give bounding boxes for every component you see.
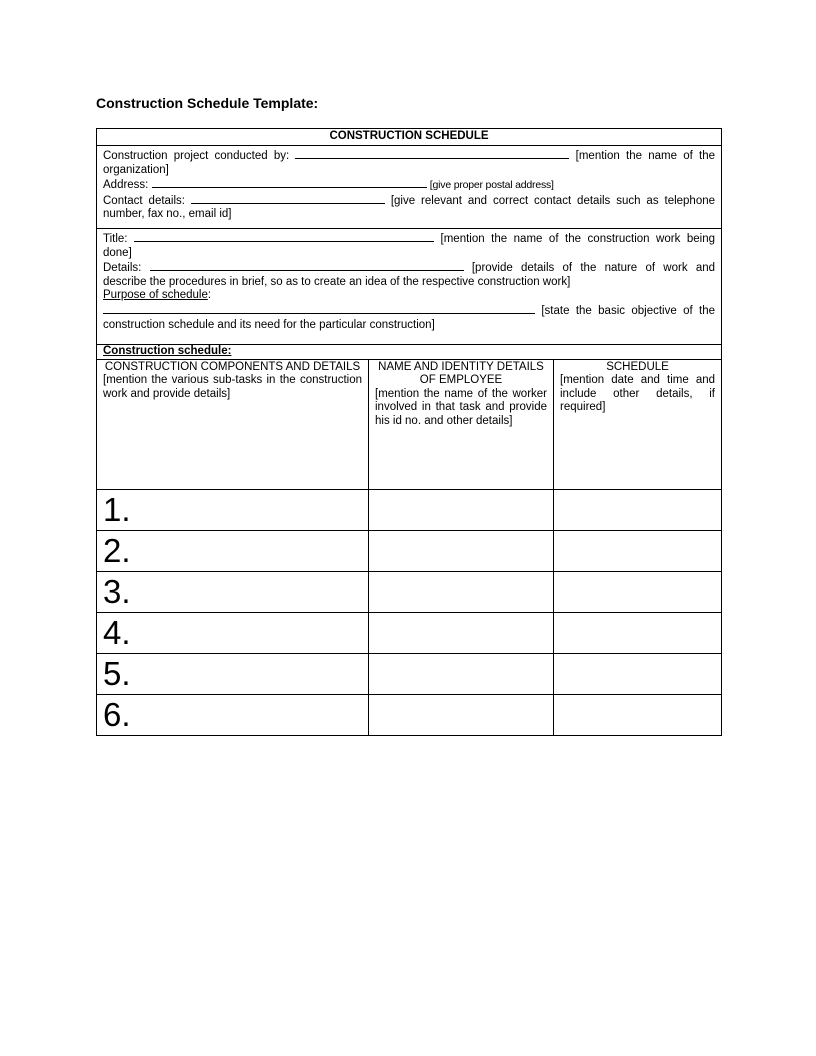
employee-cell[interactable] xyxy=(369,653,554,694)
purpose-detail-line xyxy=(103,303,715,332)
column-header-row xyxy=(97,359,722,489)
address-line xyxy=(103,177,715,193)
details-line xyxy=(103,260,715,289)
purpose-hint: [state the basic objective of the construction schedule and its need for the particular construction] xyxy=(103,304,716,331)
schedule-cell[interactable] xyxy=(554,653,722,694)
work-section xyxy=(97,229,722,345)
schedule-label: Construction schedule: xyxy=(97,345,722,360)
table-row xyxy=(97,571,722,612)
employee-cell[interactable] xyxy=(369,530,554,571)
details-hint: [provide details of the nature of work and describe the procedures in brief, so as to create an idea of the respective construction work] xyxy=(103,262,715,288)
details-blank[interactable] xyxy=(150,260,464,271)
employee-cell[interactable] xyxy=(369,489,554,530)
table-row xyxy=(97,694,722,735)
schedule-cell[interactable] xyxy=(554,571,722,612)
employee-cell[interactable] xyxy=(369,694,554,735)
construction-schedule-table xyxy=(96,128,722,736)
row-number: 3. xyxy=(97,571,369,612)
table-title-row xyxy=(97,129,722,146)
employee-cell[interactable] xyxy=(369,612,554,653)
project-line xyxy=(103,148,715,177)
contact-blank[interactable] xyxy=(191,193,385,204)
purpose-blank[interactable] xyxy=(103,303,535,314)
schedule-label-row xyxy=(97,345,722,360)
schedule-cell[interactable] xyxy=(554,489,722,530)
address-blank[interactable] xyxy=(152,177,427,188)
column-heading: SCHEDULE xyxy=(606,360,669,373)
address-label: Address: xyxy=(103,179,149,192)
schedule-cell[interactable] xyxy=(554,612,722,653)
column-hint: [mention the various sub-tasks in the construction work and provide details] xyxy=(103,374,362,400)
purpose-line xyxy=(103,289,715,303)
column-hint: [mention the name of the worker involved in that task and provide his id no. and other details] xyxy=(375,387,547,427)
row-number: 1. xyxy=(97,489,369,530)
employee-cell[interactable] xyxy=(369,571,554,612)
table-row xyxy=(97,653,722,694)
column-heading: CONSTRUCTION COMPONENTS AND DETAILS xyxy=(104,360,361,373)
contact-line xyxy=(103,193,715,222)
project-blank[interactable] xyxy=(295,148,569,159)
title-hint: [mention the name of the construction work being done] xyxy=(103,233,715,259)
schedule-cell[interactable] xyxy=(554,530,722,571)
contact-label: Contact details: xyxy=(103,194,185,207)
details-label: Details: xyxy=(103,262,142,275)
column-heading: NAME AND IDENTITY DETAILS OF EMPLOYEE xyxy=(378,360,544,387)
row-number: 2. xyxy=(97,530,369,571)
row-number: 6. xyxy=(97,694,369,735)
purpose-colon: : xyxy=(207,289,212,302)
address-hint: [give proper postal address] xyxy=(429,179,554,192)
project-label: Construction project conducted by: xyxy=(103,150,290,162)
contact-hint: [give relevant and correct contact details such as telephone number, fax no., email id] xyxy=(103,194,716,221)
row-number: 5. xyxy=(97,653,369,694)
table-title: CONSTRUCTION SCHEDULE xyxy=(97,129,722,146)
schedule-cell[interactable] xyxy=(554,694,722,735)
table-row xyxy=(97,612,722,653)
table-row xyxy=(97,489,722,530)
title-line xyxy=(103,231,715,260)
column-header-schedule xyxy=(554,359,722,489)
document-title: Construction Schedule Template: xyxy=(96,95,319,111)
title-label: Title: xyxy=(103,233,128,245)
column-hint: [mention date and time and include other details, if required] xyxy=(560,374,716,414)
row-number: 4. xyxy=(97,612,369,653)
column-header-employee xyxy=(369,359,554,489)
project-hint: [mention the name of the organization] xyxy=(103,150,716,176)
table-row xyxy=(97,530,722,571)
purpose-label: Purpose of schedule xyxy=(103,289,208,302)
organization-section xyxy=(97,146,722,229)
column-header-components xyxy=(97,359,369,489)
title-blank[interactable] xyxy=(134,231,434,242)
